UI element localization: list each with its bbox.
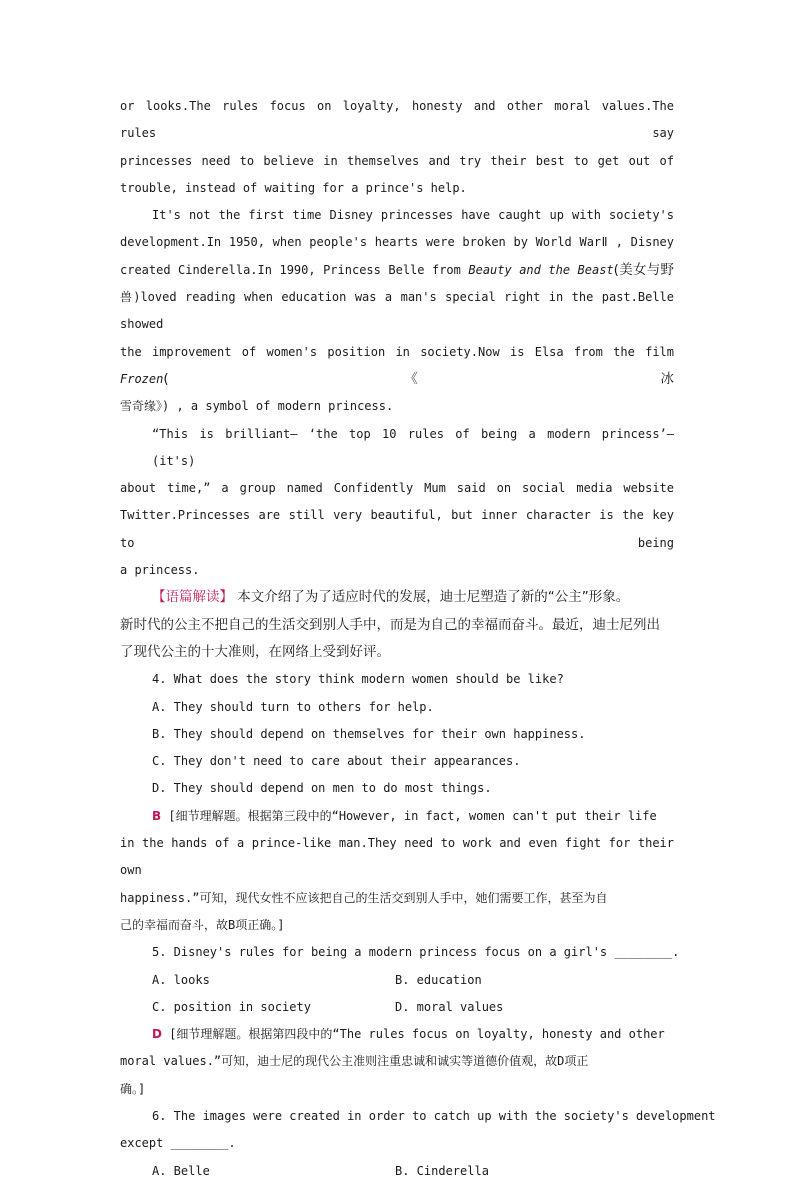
passage-text: the improvement of women's position in society.Now is Elsa from the film: [120, 344, 674, 359]
option: C. position in society: [152, 999, 311, 1014]
passage-line: development.In 1950, when people's hearts were broken by World WarⅡ , Disney: [120, 235, 674, 250]
option-row: [120, 994, 674, 1021]
passage-line: 兽)loved reading when education was a man's special right in the past.Belle showed: [120, 290, 674, 332]
answer-letter: B: [152, 808, 162, 823]
explanation-text: [细节理解题。根据第四段中的“The rules focus on loyalty, honesty and other: [161, 1027, 665, 1042]
question-stem: 6. The images were created in order to catch up with the society's development: [152, 1108, 716, 1123]
option: B. They should depend on themselves for their own happiness.: [152, 726, 586, 741]
passage-line: [120, 339, 674, 394]
passage-line: about time,” a group named Confidently Mum said on social media website: [120, 481, 674, 496]
option: A. Belle: [152, 1163, 210, 1178]
option: A. They should turn to others for help.: [152, 699, 434, 714]
option-row: [120, 1158, 674, 1185]
passage-line: Twitter.Princesses are still very beautiful, but inner character is the key to being: [120, 508, 674, 550]
explanation-line: [120, 803, 674, 830]
passage-line: [120, 257, 674, 284]
analysis-tag: 【语篇解读】: [152, 589, 233, 606]
question-stem: except ________.: [120, 1136, 236, 1151]
passage-line: princesses need to believe in themselves and try their best to get out of: [120, 153, 674, 168]
passage-line: a princess.: [120, 563, 200, 578]
option: D. moral values: [395, 999, 504, 1014]
passage-line: 雪奇缘》) , a symbol of modern princess.: [120, 399, 394, 414]
document-page: [120, 93, 716, 1185]
option: B. education: [395, 972, 482, 987]
explanation-line: moral values.”可知，迪士尼的现代公主准则注重忠诚和诚实等道德价值观，故D项正: [120, 1054, 589, 1069]
analysis-text: 本文介绍了为了适应时代的发展，迪士尼塑造了新的“公主”形象。: [233, 589, 630, 606]
option: C. They don't need to care about their appearances.: [152, 754, 521, 769]
passage-text: (美女与野: [613, 261, 674, 278]
analysis-line: 了现代公主的十大准则，在网络上受到好评。: [120, 643, 390, 660]
explanation-text: [细节理解题。根据第三段中的“However, in fact, women can't put their life: [161, 808, 657, 823]
analysis-line: 新时代的公主不把自己的生活交到别人手中，而是为自己的幸福而奋斗。最近，迪士尼列出: [120, 616, 660, 633]
option-row: [120, 967, 674, 994]
passage-line: or looks.The rules focus on loyalty, honesty and other moral values.The rules say: [120, 99, 674, 141]
book-title: Beauty and the Beast: [468, 262, 614, 277]
question-stem: 5. Disney's rules for being a modern princess focus on a girl's ________.: [152, 945, 680, 960]
answer-letter: D: [152, 1027, 162, 1042]
option: B. Cinderella: [395, 1163, 489, 1178]
explanation-line: happiness.”可知，现代女性不应该把自己的生活交到别人手中，她们需要工作，甚至为自: [120, 890, 608, 905]
analysis-line: [120, 584, 674, 611]
passage-text: (《冰: [163, 370, 674, 387]
passage-line: trouble, instead of waiting for a prince's help.: [120, 180, 467, 195]
option: D. They should depend on men to do most things.: [152, 781, 492, 796]
passage-line: It's not the first time Disney princesses have caught up with society's: [152, 208, 674, 223]
question-stem: 4. What does the story think modern women should be like?: [152, 672, 564, 687]
film-title: Frozen: [120, 371, 164, 386]
explanation-line: [120, 1021, 674, 1048]
explanation-line: 己的幸福而奋斗，故B项正确。]: [120, 917, 285, 932]
explanation-line: in the hands of a prince-like man.They need to work and even fight for their own: [120, 836, 674, 878]
explanation-line: 确。]: [120, 1081, 146, 1096]
passage-text: created Cinderella.In 1990, Princess Belle from: [120, 262, 469, 277]
option: A. looks: [152, 972, 210, 987]
passage-line: “This is brilliant— ‘the top 10 rules of being a modern princess’— (it's): [152, 426, 674, 468]
